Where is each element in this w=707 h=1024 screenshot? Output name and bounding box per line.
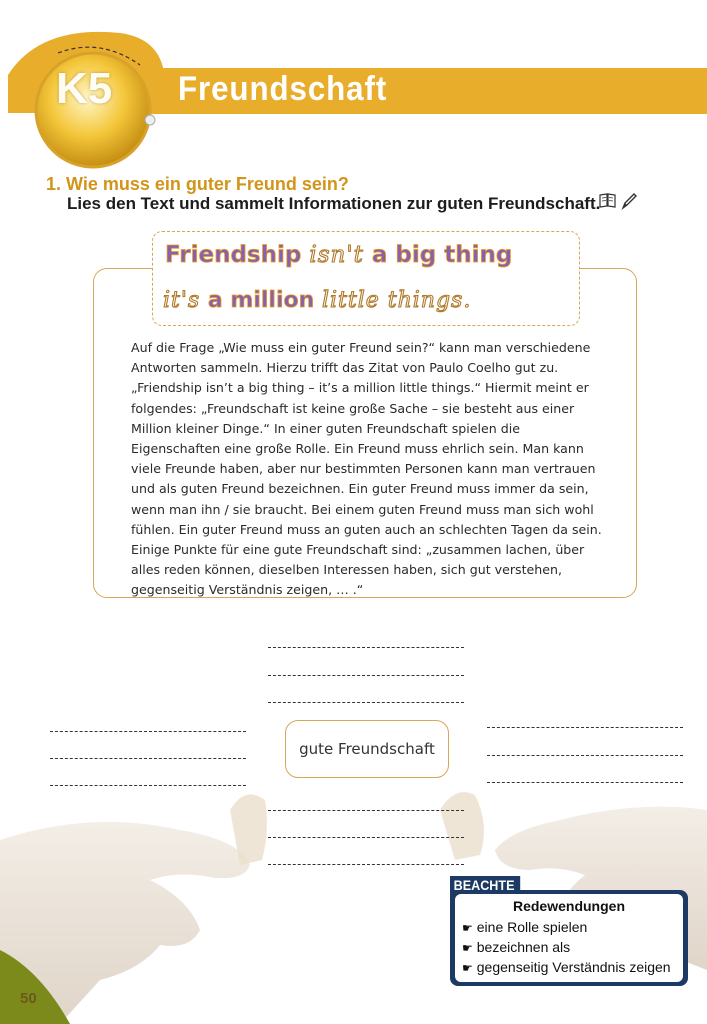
quote-line-1 (165, 242, 512, 268)
exercise-icons (598, 191, 638, 211)
exercise-title: 1. Wie muss ein guter Freund sein? (46, 174, 349, 194)
answer-line[interactable] (268, 810, 464, 811)
reading-paragraph: Auf die Frage „Wie muss ein guter Freund sein?“ kann man verschiedene Antworten sammeln. Hierzu trifft das Zitat von Paulo Coelho gut zu. „Friendship isn’t a big thing – it’s a million little things.“ Hiermit meint er folgendes: „Freundschaft ist keine große Sache – sie besteht aus einer Million kleiner Dinge.“ In einer guten Freundschaft spielen die Eigenschaften eine große Rolle. Ein Freund muss ehrlich sein. Man kann viele Freunde haben, aber nur bestimmten Personen kann man vertrauen und als guten Freund bezeichnen. Ein guter Freund muss immer da sein, wenn man ihn / sie braucht. Bei einem guten Freund muss man sich wohl fühlen. Ein guter Freund muss an guten auch an schlechten Tagen da sein. Einige Punkte für eine gute Freundschaft sind: „zusammen lachen, über alles reden können, dieselben Interessen haben, sich gut verstehen, gegenseitig Verständnis zeigen, … .“ (131, 340, 602, 598)
answer-line[interactable] (268, 647, 464, 648)
list-item (462, 918, 671, 938)
beachte-heading: Redewendungen (512, 898, 625, 914)
quote-script-word: it's (163, 288, 201, 313)
answer-line[interactable] (268, 675, 464, 676)
quote-script-word: isn't (309, 242, 364, 268)
pencil-icon (623, 194, 636, 208)
pointing-hand-icon: ☛ (462, 961, 473, 975)
list-item (462, 938, 671, 958)
answer-line[interactable] (268, 864, 464, 865)
pointing-hand-icon: ☛ (462, 941, 473, 955)
answer-line[interactable] (487, 755, 683, 756)
beachte-label: BEACHTE (450, 876, 520, 893)
phrase-text: eine Rolle spielen (476, 919, 588, 935)
answer-line[interactable] (487, 727, 683, 728)
quote-script-word: little things. (321, 288, 472, 313)
reading-text (131, 338, 607, 601)
answer-line[interactable] (50, 731, 246, 732)
mindmap-center: gute Freundschaft (285, 720, 449, 778)
answer-line[interactable] (268, 837, 464, 838)
phrase-text: bezeichnen als (476, 939, 571, 955)
page-title: Freundschaft (178, 70, 388, 108)
answer-line[interactable] (50, 758, 246, 759)
quote-word: Friendship (165, 242, 302, 268)
answer-line[interactable] (50, 785, 246, 786)
page-number: 50 (20, 990, 37, 1007)
answer-line[interactable] (487, 782, 683, 783)
book-icon (600, 194, 615, 207)
quote-word: a big thing (371, 242, 513, 268)
exercise-instruction: Lies den Text und sammelt Informationen zur guten Freundschaft. (67, 194, 601, 213)
phrase-list (462, 918, 671, 978)
phrase-text: gegenseitig Verständnis zeigen (476, 959, 671, 975)
pointing-hand-icon: ☛ (462, 921, 473, 935)
quote-word: a million (207, 288, 315, 313)
list-item (462, 958, 671, 978)
quote-line-2 (163, 288, 471, 313)
chapter-badge: K5 (56, 64, 113, 113)
answer-line[interactable] (268, 702, 464, 703)
